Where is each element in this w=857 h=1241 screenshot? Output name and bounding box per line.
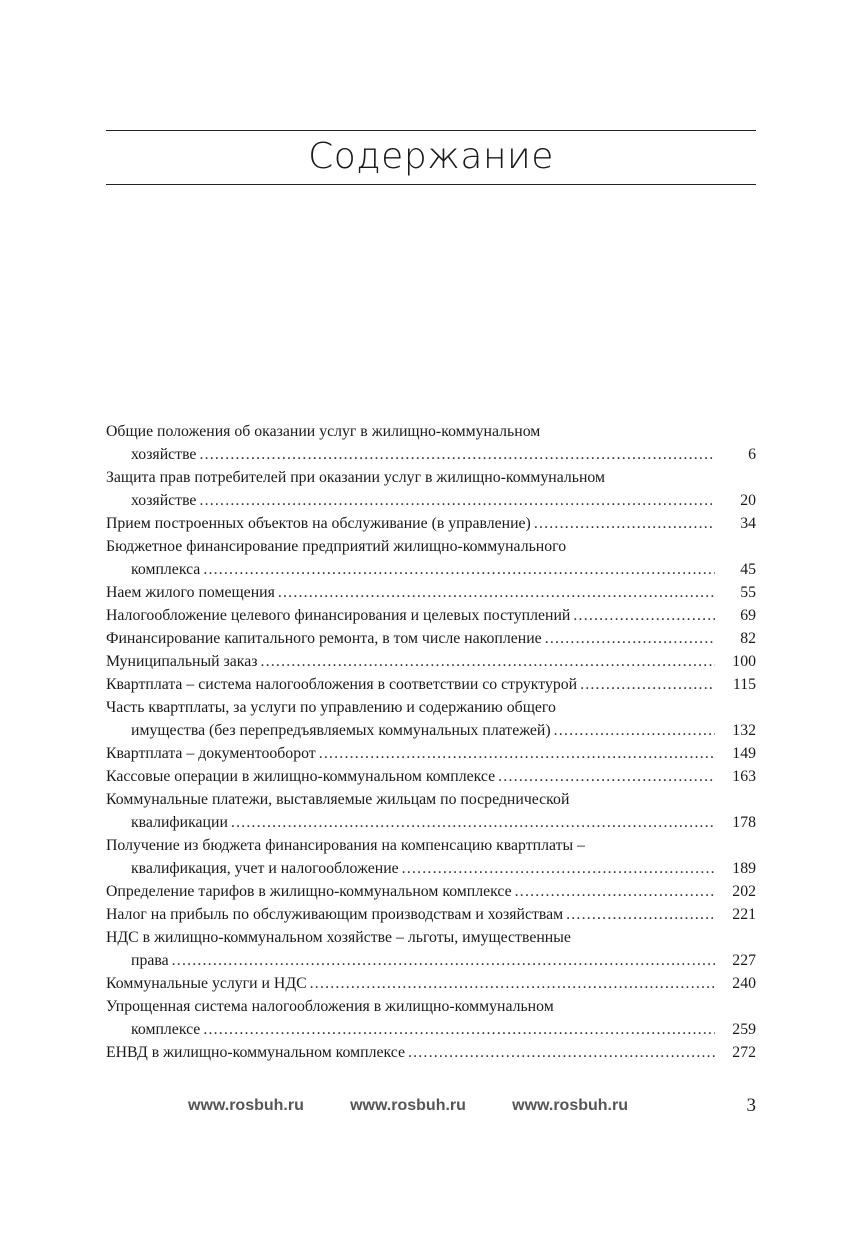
toc-entry-title-line: квалификации: [131, 814, 228, 831]
toc-entry[interactable]: [106, 788, 756, 834]
dot-leader: [203, 558, 715, 581]
toc-entry-title-line: Квартплата – документооборот: [106, 745, 316, 762]
table-of-contents: [106, 420, 756, 1064]
toc-entry-title-line: Кассовые операции в жилищно-коммунальном комплексе: [106, 768, 496, 785]
dot-leader: [498, 765, 715, 788]
dot-leader: [231, 811, 715, 834]
dot-leader: [515, 880, 715, 903]
toc-entry-page-number: 6: [748, 446, 756, 463]
dot-leader: [554, 719, 715, 742]
toc-entry-title-line: комплекса: [131, 561, 201, 578]
dot-leader: [319, 742, 715, 765]
toc-entry-page-number: 259: [732, 1021, 756, 1038]
toc-entry-page-number: 82: [740, 630, 756, 647]
toc-entry-title-line: НДС в жилищно-коммунальном хозяйстве – льготы, имущественные: [106, 929, 571, 946]
toc-entry-page-number: 115: [732, 676, 756, 693]
toc-entry-title-line: Бюджетное финансирование предприятий жилищно-коммунального: [106, 538, 567, 555]
toc-entry-title-line: комплексе: [131, 1021, 201, 1038]
toc-entry-title-line: Муниципальный заказ: [106, 653, 258, 670]
toc-entry-page-number: 45: [740, 561, 756, 578]
toc-entry-title-line: Квартплата – система налогообложения в соответствии со структурой: [106, 676, 578, 693]
toc-entry-title-line: Упрощенная система налогообложения в жилищно-коммунальном: [106, 998, 554, 1015]
toc-entry[interactable]: [106, 627, 756, 650]
toc-entry-page-number: 221: [732, 906, 756, 923]
dot-leader: [172, 949, 715, 972]
toc-entry-page-number: 132: [732, 722, 756, 739]
dot-leader: [203, 1018, 715, 1041]
toc-entry-title-line: Прием построенных объектов на обслуживание (в управление): [106, 515, 531, 532]
dot-leader: [199, 489, 715, 512]
toc-entry[interactable]: [106, 903, 756, 926]
toc-entry[interactable]: [106, 673, 756, 696]
toc-entry-title-line: Защита прав потребителей при оказании услуг в жилищно-коммунальном: [106, 469, 605, 486]
toc-entry-title-line: Определение тарифов в жилищно-коммунальном комплексе: [106, 883, 512, 900]
toc-entry[interactable]: [106, 995, 756, 1041]
toc-entry[interactable]: [106, 765, 756, 788]
dot-leader: [402, 857, 715, 880]
toc-entry-title-line: права: [131, 952, 169, 969]
toc-entry[interactable]: [106, 972, 756, 995]
toc-entry[interactable]: [106, 581, 756, 604]
toc-entry-title-line: Наем жилого помещения: [106, 584, 275, 601]
footer-website-link[interactable]: www.rosbuh.ru: [512, 1097, 628, 1114]
toc-entry-page-number: 227: [732, 952, 756, 969]
dot-leader: [573, 604, 715, 627]
page-number: 3: [746, 1095, 756, 1116]
toc-entry-title-line: Финансирование капитального ремонта, в том числе накопление: [106, 630, 542, 647]
toc-entry-title-line: Коммунальные услуги и НДС: [106, 975, 307, 992]
toc-entry-title-line: Налог на прибыль по обслуживающим производствам и хозяйствам: [106, 906, 564, 923]
footer-website-link[interactable]: www.rosbuh.ru: [188, 1097, 304, 1114]
toc-entry-title-line: ЕНВД в жилищно-коммунальном комплексе: [106, 1044, 405, 1061]
toc-entry-title-line: Общие положения об оказании услуг в жилищно-коммунальном: [106, 423, 541, 440]
toc-entry-page-number: 272: [732, 1044, 756, 1061]
title-rule-bottom: [106, 184, 756, 185]
toc-entry[interactable]: [106, 604, 756, 627]
footer-website-link[interactable]: www.rosbuh.ru: [350, 1097, 466, 1114]
toc-entry-page-number: 20: [740, 492, 756, 509]
toc-entry-page-number: 34: [740, 515, 756, 532]
dot-leader: [566, 903, 715, 926]
toc-entry-page-number: 69: [740, 607, 756, 624]
dot-leader: [199, 443, 715, 466]
toc-entry-page-number: 163: [732, 768, 756, 785]
toc-entry-title-line: Коммунальные платежи, выставляемые жильцам по посреднической: [106, 791, 570, 808]
page-title: Содержание: [308, 136, 554, 177]
dot-leader: [545, 627, 715, 650]
dot-leader: [278, 581, 715, 604]
toc-entry-title-line: Налогообложение целевого финансирования и целевых поступлений: [106, 607, 571, 624]
toc-entry-page-number: 189: [732, 860, 756, 877]
toc-entry-title-line: Часть квартплаты, за услуги по управлению и содержанию общего: [106, 699, 556, 716]
toc-entry-page-number: 100: [732, 653, 756, 670]
toc-entry-title-line: хозяйстве: [131, 492, 197, 509]
dot-leader: [260, 650, 715, 673]
toc-entry[interactable]: [106, 880, 756, 903]
toc-entry-title-line: имущества (без перепредъявляемых коммунальных платежей): [131, 722, 551, 739]
dot-leader: [534, 512, 715, 535]
toc-entry-page-number: 202: [732, 883, 756, 900]
toc-entry[interactable]: [106, 535, 756, 581]
toc-entry-page-number: 240: [732, 975, 756, 992]
toc-entry-title-line: Получение из бюджета финансирования на компенсацию квартплаты –: [106, 837, 585, 854]
dot-leader: [408, 1041, 715, 1064]
dot-leader: [580, 673, 715, 696]
toc-entry[interactable]: [106, 420, 756, 466]
toc-entry-title-line: квалификация, учет и налогообложение: [131, 860, 399, 877]
toc-entry[interactable]: [106, 650, 756, 673]
toc-entry[interactable]: [106, 512, 756, 535]
footer-websites: [188, 1093, 628, 1119]
toc-entry-title-line: хозяйстве: [131, 446, 197, 463]
toc-entry[interactable]: [106, 926, 756, 972]
dot-leader: [310, 972, 715, 995]
toc-entry-page-number: 149: [732, 745, 756, 762]
toc-entry-page-number: 178: [732, 814, 756, 831]
toc-entry[interactable]: [106, 696, 756, 742]
toc-entry[interactable]: [106, 1041, 756, 1064]
page-footer: [106, 1093, 756, 1119]
toc-entry[interactable]: [106, 834, 756, 880]
toc-entry-page-number: 55: [740, 584, 756, 601]
toc-entry[interactable]: [106, 466, 756, 512]
toc-entry[interactable]: [106, 742, 756, 765]
